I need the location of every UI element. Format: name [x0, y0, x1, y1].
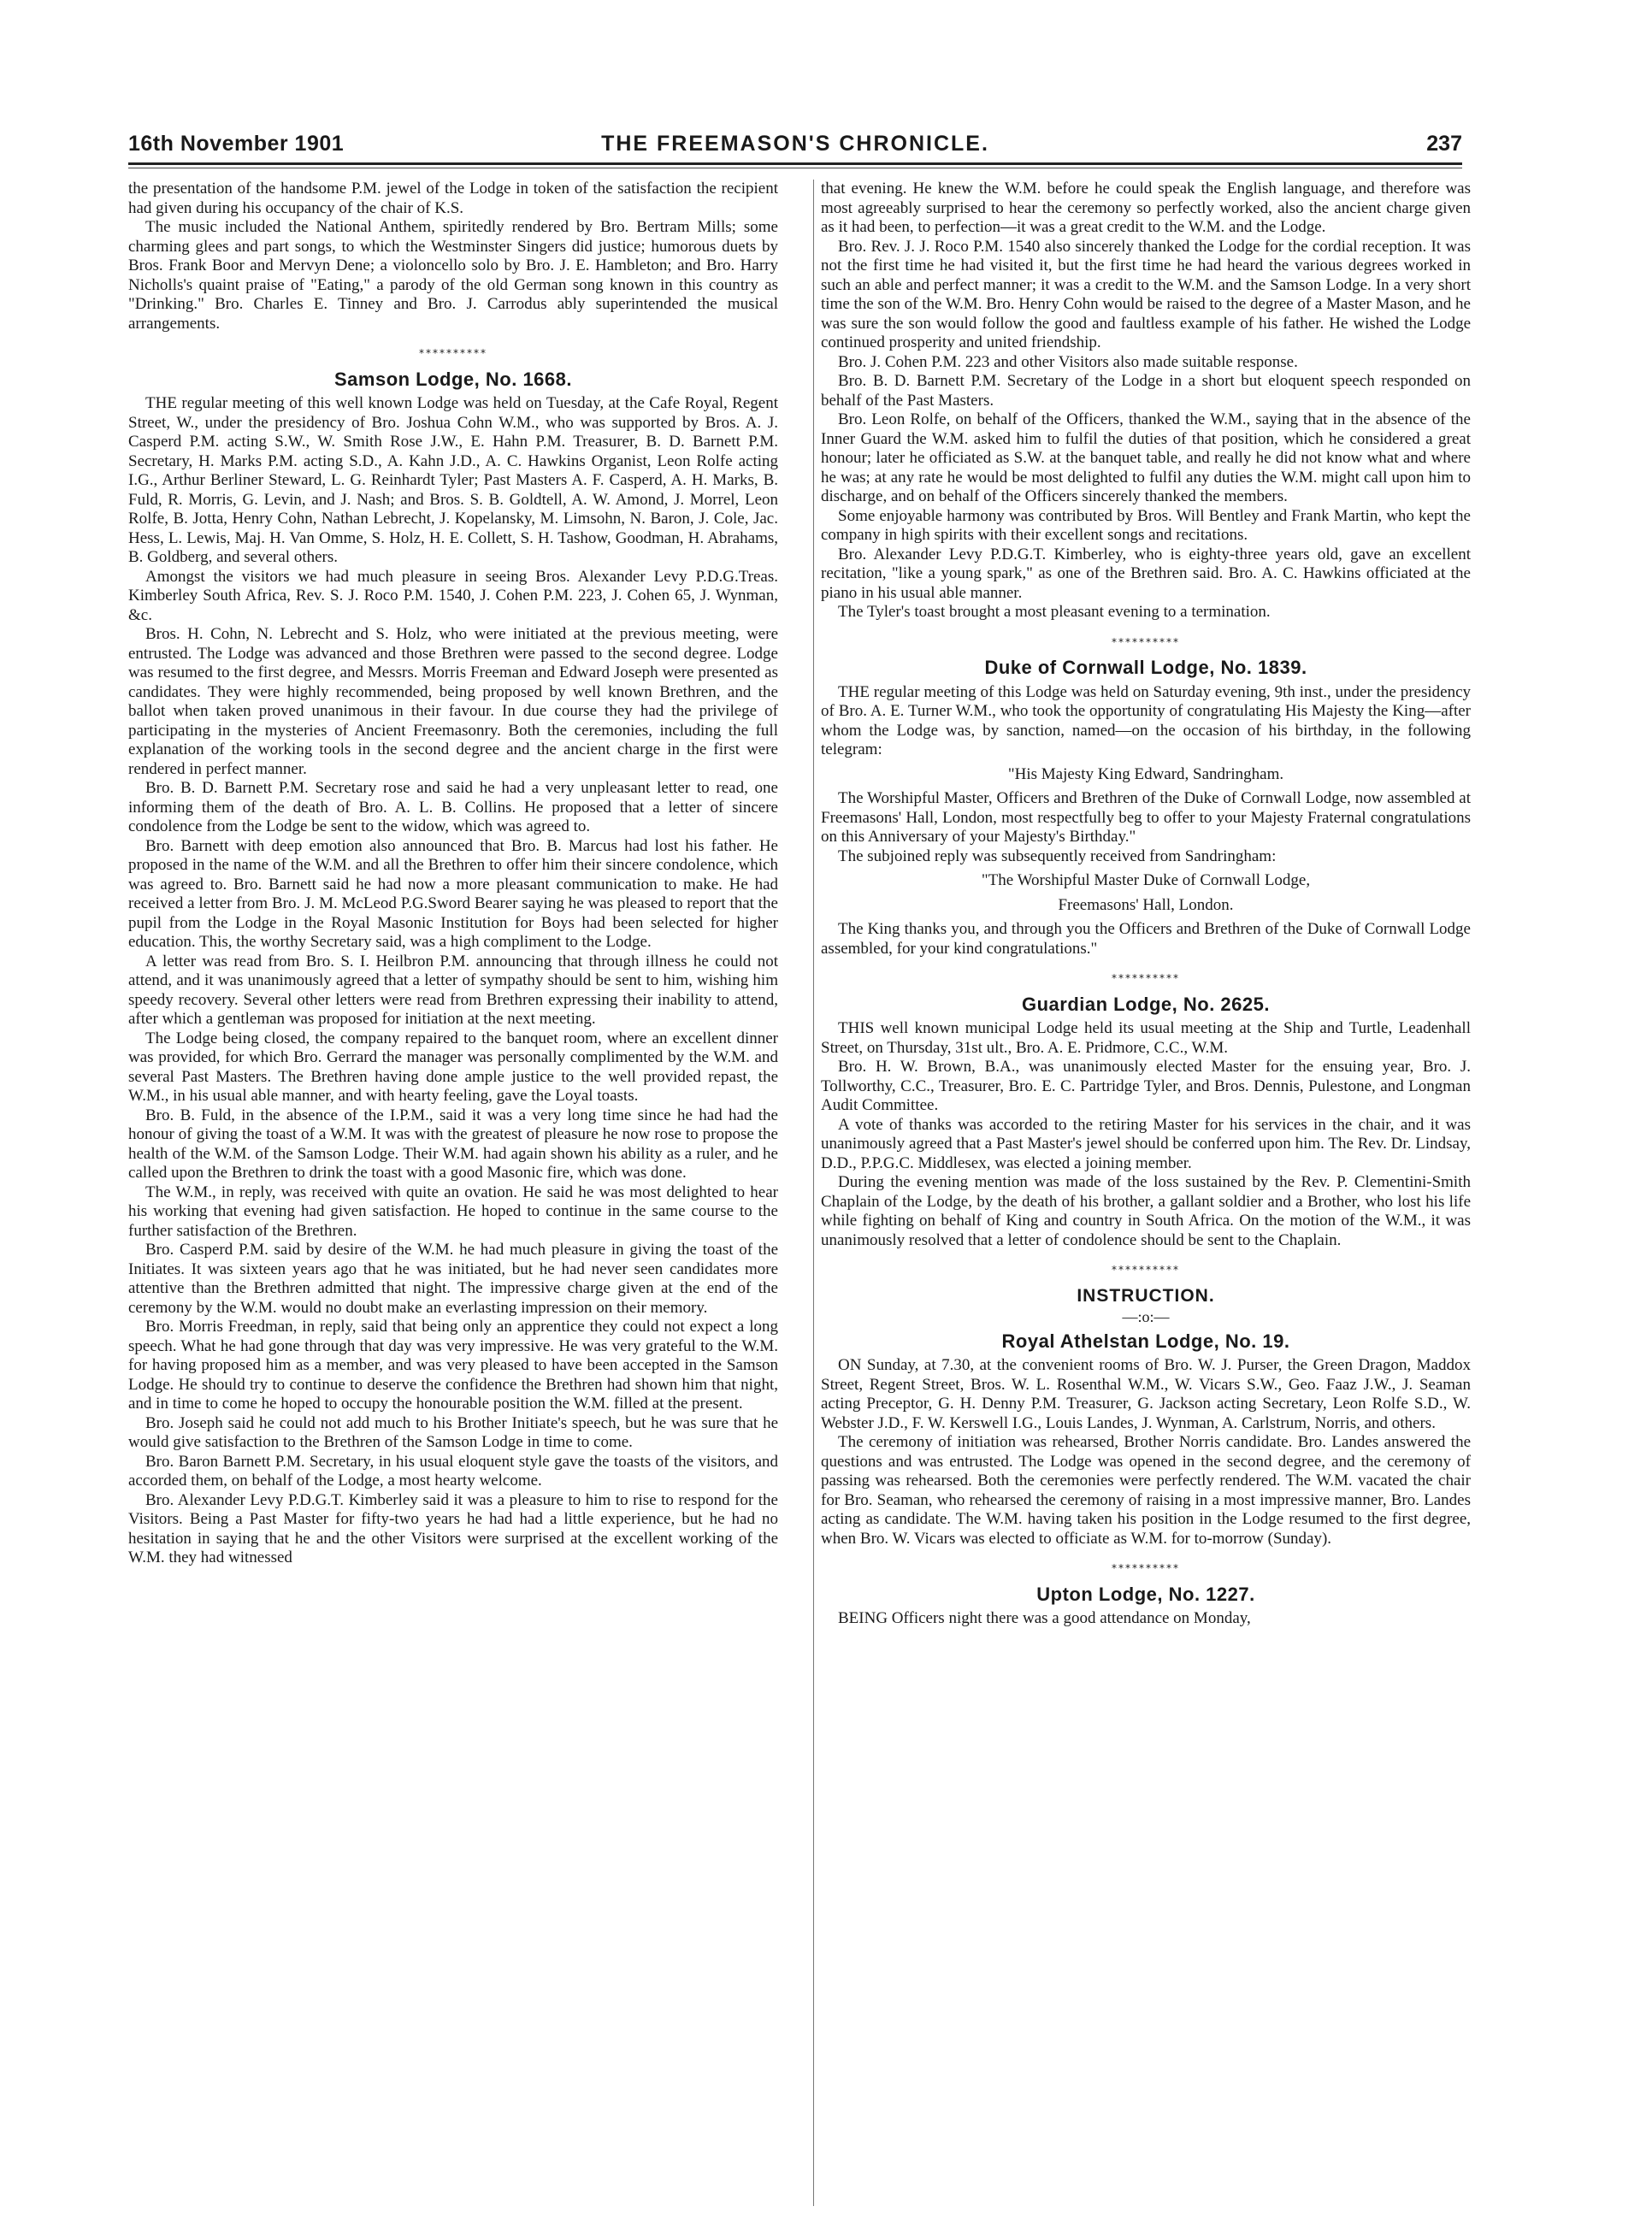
- samson-paragraph: Bro. Casperd P.M. said by desire of the W.M. he had much pleasure in giving the toast of the Initiates. It was sixteen years ago that he was initiated, but he had never seen candidates more attentive than the Brethren admitted that night. The impressive charge given at the end of the ceremony by the W.M. would no doubt make an everlasting impression on their memory.: [128, 1241, 778, 1317]
- column-divider: [813, 180, 814, 2206]
- section-separator: **********: [419, 347, 487, 359]
- section-separator: **********: [1112, 1264, 1180, 1276]
- guardian-paragraph: Bro. H. W. Brown, B.A., was unanimously elected Master for the ensuing year, Bro. J. Tollworthy, C.C., Treasurer, Bro. E. C. Partridge Tyler, and Bros. Dennis, Pulestone, and Longman Audit Committee.: [821, 1058, 1471, 1114]
- continuation-paragraph: Bro. Leon Rolfe, on behalf of the Officers, thanked the W.M., saying that in the absence of the Inner Guard the W.M. asked him to fulfil the duties of that position, which he considered a great honour; later he officiated as S.W. at the banquet table, and really he did not know what and where he was; at any rate he would be most delighted to fulfil any duties the W.M. might call upon him to discharge, and on behalf of the Officers sincerely thanked the members.: [821, 410, 1471, 505]
- continuation-paragraph: Bro. J. Cohen P.M. 223 and other Visitors also made suitable response.: [838, 352, 1298, 371]
- cornwall-telegram-address: "His Majesty King Edward, Sandringham.: [1007, 764, 1284, 783]
- samson-paragraph: The Lodge being closed, the company repaired to the banquet room, where an excellent dinner was provided, for which Bro. Gerrard the manager was personally complimented by the W.M. and several Past Masters. The Brethren having done ample justice to the well provided repast, the W.M., in his usual able manner, and with hearty feeling, gave the Loyal toasts.: [128, 1029, 778, 1105]
- continuation-paragraph: Some enjoyable harmony was contributed by Bros. Will Bentley and Frank Martin, who kept the company in high spirits with their excellent songs and recitations.: [821, 506, 1471, 544]
- section-heading-samson: Samson Lodge, No. 1668.: [333, 368, 572, 390]
- samson-paragraph: Bro. Alexander Levy P.D.G.T. Kimberley said it was a pleasure to him to rise to respond for the Visitors. Being a Past Master for fifty-two years he had had a little experience, but he had no hesitation in saying that he and the other Visitors were surprised at the excellent working of the W.M. they had witnessed: [128, 1490, 778, 1566]
- intro-paragraph: the presentation of the handsome P.M. jewel of the Lodge in token of the satisfaction the recipient had given during his occupancy of the chair of K.S.: [128, 180, 778, 217]
- section-heading-upton: Upton Lodge, No. 1227.: [1036, 1583, 1255, 1605]
- samson-paragraph: Bro. Joseph said he could not add much to his Brother Initiate's speech, but he was sure that he would give satisfaction to the Brethren of the Samson Lodge in time to come.: [128, 1413, 778, 1451]
- right-column: [821, 180, 1471, 2215]
- cornwall-reply-address: "The Worshipful Master Duke of Cornwall Lodge,: [981, 871, 1311, 889]
- samson-paragraph: Bro. B. D. Barnett P.M. Secretary rose and said he had a very unpleasant letter to read, one informing them of the death of Bro. A. L. B. Collins. He proposed that a letter of sincere condolence from the Lodge be sent to the widow, which was agreed to.: [128, 779, 778, 835]
- section-separator: **********: [1112, 972, 1180, 984]
- samson-paragraph: Bro. B. Fuld, in the absence of the I.P.M., said it was a very long time since he had had the honour of giving the toast of a W.M. It was with the greatest of pleasure he now rose to propose the health of the W.M. of the Samson Lodge. Their W.M. had again shown his ability as a ruler, and he called upon the Brethren to drink the toast with a good Masonic fire, which was done.: [128, 1106, 778, 1182]
- issue-date: 16th November 1901: [128, 132, 345, 156]
- samson-paragraph: Amongst the visitors we had much pleasure in seeing Bros. Alexander Levy P.D.G.Treas. Kimberley South Africa, Rev. S. J. Roco P.M. 1540, J. Cohen P.M. 223, J. Cohen 65, J. Wynman, &c.: [128, 567, 778, 624]
- samson-paragraph: THE regular meeting of this well known Lodge was held on Tuesday, at the Cafe Royal, Regent Street, W., under the presidency of Bro. Joshua Cohn W.M., who was supported by Bros. A. J. Casperd P.M. acting S.W., W. Smith Rose J.W., E. Hahn P.M. Treasurer, B. D. Barnett P.M. Secretary, H. Marks P.M. acting S.D., A. Kahn J.D., A. C. Hawkins Organist, Leon Rolfe acting I.G., Arthur Berliner Steward, L. G. Reinhardt Tyler; Past Masters A. F. Casperd, A. H. Marks, B. Fuld, R. Morris, G. Levin, and J. Nash; and Bros. S. B. Goldtell, A. W. Amond, J. Morrel, Leon Rolfe, B. Jotta, Henry Cohn, Nathan Lebrecht, J. Kopelansky, M. Limsohn, N. Baron, J. Cole, Jac. Hess, L. Lewis, Maj. H. Van Omme, S. Holz, H. E. Collett, S. H. Tashow, Goodman, H. Abrahams, B. Goldberg, and several others.: [128, 394, 778, 566]
- section-heading-athelstan: Royal Athelstan Lodge, No. 19.: [1001, 1330, 1290, 1352]
- continuation-paragraph: Bro. Alexander Levy P.D.G.T. Kimberley, who is eighty-three years old, gave an excellent recitation, "like a young spark," as one of the Brethren said. Bro. A. C. Hawkins officiated at the piano in his usual able manner.: [821, 545, 1471, 602]
- intro-paragraph: The music included the National Anthem, spiritedly rendered by Bro. Bertram Mills; some charming glees and part songs, to which the Westminster Singers did justice; humorous duets by Bros. Frank Boor and Mervyn Dene; a violoncello solo by Bro. J. E. Hambleton; and Bro. Harry Nicholls's quaint praise of "Eating," a parody of the old German song known in this country as "Drinking." Bro. Charles E. Tinney and Bro. J. Carrodus ably superintended the musical arrangements.: [128, 218, 778, 333]
- masthead: [128, 128, 1462, 162]
- cornwall-paragraph: The Worshipful Master, Officers and Brethren of the Duke of Cornwall Lodge, now assembled at Freemasons' Hall, London, most respectfully beg to offer to your Majesty Fraternal congratulations on this Anniversary of your Majesty's Birthday.": [821, 789, 1471, 846]
- page-number: 237: [1426, 132, 1462, 156]
- cornwall-paragraph: The subjoined reply was subsequently received from Sandringham:: [838, 847, 1277, 865]
- guardian-paragraph: During the evening mention was made of the loss sustained by the Rev. P. Clementini-Smith Chaplain of the Lodge, by the death of his brother, a gallant soldier and a Brother, who lost his life while fighting on behalf of King and country in South Africa. On the motion of the W.M., it was unanimously resolved that a letter of condolence should be sent to the Chaplain.: [821, 1173, 1471, 1249]
- guardian-paragraph: A vote of thanks was accorded to the retiring Master for his services in the chair, and it was unanimously agreed that a Past Master's jewel should be conferred upon him. The Rev. Dr. Lindsay, D.D., P.P.G.C. Middlesex, was elected a joining member.: [821, 1115, 1471, 1172]
- section-heading-instruction: INSTRUCTION.: [1077, 1285, 1215, 1306]
- samson-paragraph: Bros. H. Cohn, N. Lebrecht and S. Holz, who were initiated at the previous meeting, were entrusted. The Lodge was advanced and those Brethren were passed to the second degree. Lodge was resumed to the first degree, and Messrs. Morris Freeman and Edward Joseph were presented as candidates. They were highly recommended, being proposed by well known Brethren, and the ballot when taken proved unanimous in their favour. In due course they had the privilege of participating in the mysteries of Ancient Freemasonry. Both the ceremonies, including the full explanation of the working tools in the second degree and the ancient charge in the first were rendered in perfect manner.: [128, 625, 778, 778]
- cornwall-paragraph: The King thanks you, and through you the Officers and Brethren of the Duke of Cornwall Lodge assembled, for your kind congratulations.": [821, 920, 1471, 958]
- section-heading-cornwall: Duke of Cornwall Lodge, No. 1839.: [984, 657, 1307, 678]
- cornwall-reply-address-line2: Freemasons' Hall, London.: [1058, 895, 1234, 914]
- continuation-paragraph: Bro. Rev. J. J. Roco P.M. 1540 also sincerely thanked the Lodge for the cordial reception. It was not the first time he had visited it, but the first time he had heard the various degrees worked in such an able and perfect manner; it was a credit to the W.M. and the Samson Lodge. In a very short time the son of the W.M. Bro. Henry Cohn would be raised to the degree of a Master Mason, and he was sure the son would follow the good and faultless example of his father. He wished the Lodge continued prosperity and united friendship.: [821, 237, 1471, 351]
- continuation-paragraph: The Tyler's toast brought a most pleasant evening to a termination.: [838, 603, 1271, 621]
- section-separator: **********: [1112, 1562, 1180, 1574]
- instruction-divider: —:o:—: [1122, 1308, 1170, 1325]
- masthead-rule: [128, 162, 1462, 165]
- upton-paragraph: BEING Officers night there was a good attendance on Monday,: [838, 1609, 1251, 1627]
- athelstan-paragraph: ON Sunday, at 7.30, at the convenient rooms of Bro. W. J. Purser, the Green Dragon, Maddox Street, Regent Street, Bros. W. L. Rosenthal W.M., W. Vicars S.W., Geo. Faaz J.W., J. Seaman acting Preceptor, G. H. Denny P.M. Treasurer, G. Jackson acting Secretary, Leon Rolfe S.D., W. Webster J.D., F. W. Kerswell I.G., Louis Landes, J. Wynman, A. Carlstrum, Norris, and others.: [821, 1356, 1471, 1432]
- athelstan-paragraph: The ceremony of initiation was rehearsed, Brother Norris candidate. Bro. Landes answered the questions and was entrusted. The Lodge was opened in the second degree, and the ceremony of passing was rehearsed. Both the ceremonies were perfectly rendered. The W.M. vacated the chair for Bro. Seaman, who rehearsed the ceremony of raising in a most impressive manner, Bro. Landes acting as candidate. The W.M. having taken his position in the Lodge resumed to the first degree, when Bro. W. Vicars was elected to officiate as W.M. for to-morrow (Sunday).: [821, 1433, 1471, 1548]
- section-heading-guardian: Guardian Lodge, No. 2625.: [1021, 993, 1270, 1015]
- samson-paragraph: Bro. Barnett with deep emotion also announced that Bro. B. Marcus had lost his father. He proposed in the name of the W.M. and all the Brethren to offer him their sincere condolence, which was agreed to. Bro. Barnett said he had now a more pleasant communication to make. He had received a letter from Bro. J. M. McLeod P.G.Sword Bearer saying he was pleased to report that the pupil from the Lodge in the Royal Masonic Institution for Boys had been selected for higher education. This, the worthy Secretary said, was a high compliment to the Lodge.: [128, 836, 778, 951]
- cornwall-paragraph: THE regular meeting of this Lodge was held on Saturday evening, 9th inst., under the presidency of Bro. A. E. Turner W.M., who took the opportunity of congratulating His Majesty the King—after whom the Lodge was, by sanction, named—on the occasion of his birthday, in the following telegram:: [821, 682, 1471, 758]
- continuation-paragraph: Bro. B. D. Barnett P.M. Secretary of the Lodge in a short but eloquent speech responded on behalf of the Past Masters.: [821, 372, 1471, 410]
- left-column: [128, 180, 778, 2215]
- samson-paragraph: Bro. Morris Freedman, in reply, said that being only an apprentice they could not expect a long speech. What he had gone through that day was very impressive. He was very grateful to the W.M. for having proposed him as a member, and was very pleased to have been accepted in the Samson Lodge. He should try to continue to deserve the confidence the Brethren had shown him that night, and in time to come he hoped to occupy the honourable position the W.M. filled at the present.: [128, 1318, 778, 1413]
- guardian-paragraph: THIS well known municipal Lodge held its usual meeting at the Ship and Turtle, Leadenhall Street, on Thursday, 31st ult., Bro. A. E. Pridmore, C.C., W.M.: [821, 1019, 1471, 1057]
- publication-title: THE FREEMASON'S CHRONICLE.: [601, 132, 989, 156]
- samson-paragraph: A letter was read from Bro. S. I. Heilbron P.M. announcing that through illness he could not attend, and it was unanimously agreed that a letter of sympathy should be sent to him, wishing him speedy recovery. Several other letters were read from Brethren expressing their inability to attend, after which a gentleman was proposed for initiation at the next meeting.: [128, 952, 778, 1028]
- samson-paragraph: Bro. Baron Barnett P.M. Secretary, in his usual eloquent style gave the toasts of the visitors, and accorded them, on behalf of the Lodge, a most hearty welcome.: [128, 1452, 778, 1490]
- samson-paragraph: The W.M., in reply, was received with quite an ovation. He said he was most delighted to hear his working that evening had given satisfaction. He hoped to continue in the same course to the further satisfaction of the Brethren.: [128, 1183, 778, 1240]
- section-separator: **********: [1112, 635, 1180, 648]
- continuation-paragraph: that evening. He knew the W.M. before he could speak the English language, and therefore was most agreeably surprised to hear the ceremony so perfectly worked, also the ancient charge given as it had been, to perfection—it was a great credit to the W.M. and the Lodge.: [821, 180, 1471, 236]
